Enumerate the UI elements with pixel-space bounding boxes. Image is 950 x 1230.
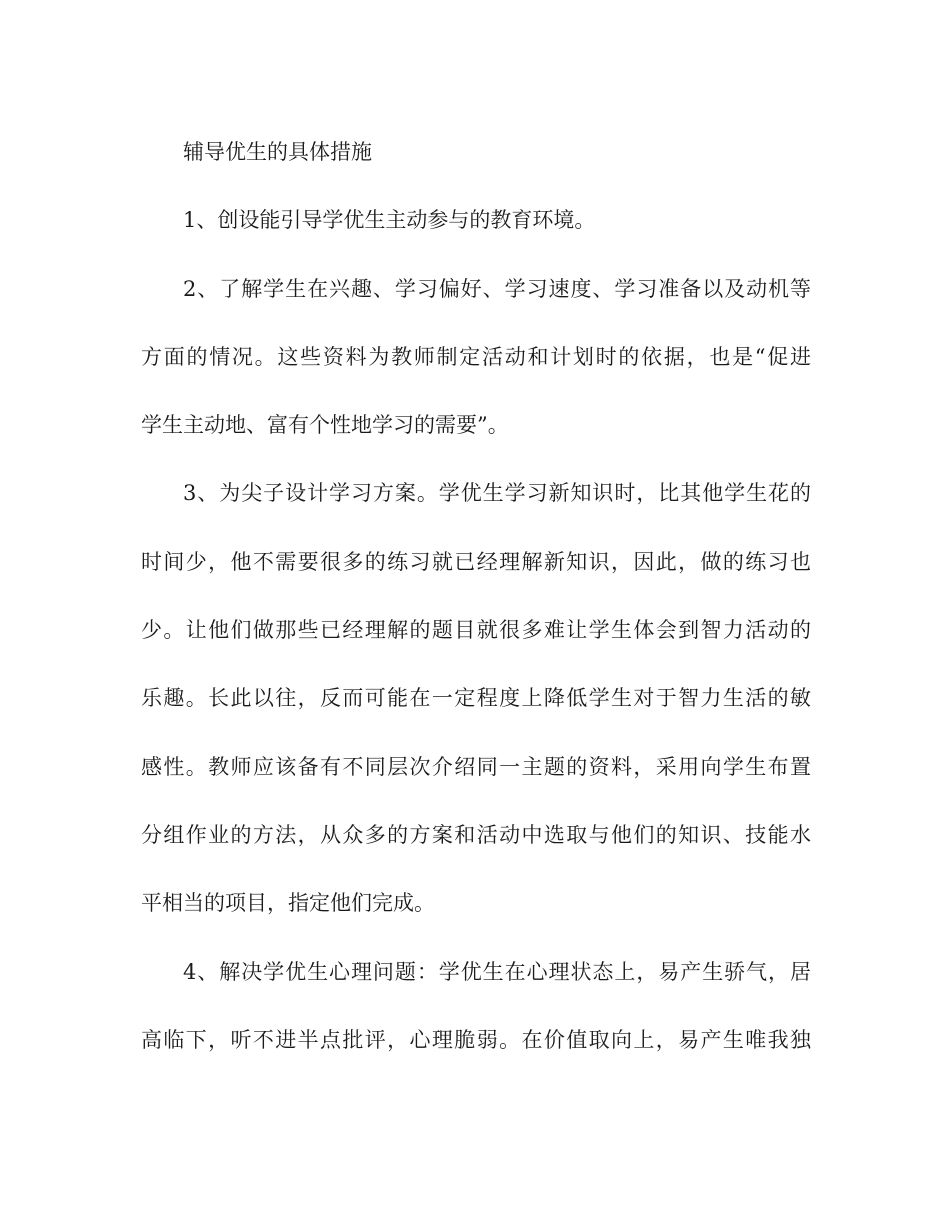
document-title: 辅导优生的具体措施: [183, 140, 372, 164]
paragraph-2-line-1: 2、了解学生在兴趣、学习偏好、学习速度、学习准备以及动机等: [183, 276, 811, 301]
document-body: [141, 140, 811, 1096]
paragraph-3-line-5: 感性。教师应该备有不同层次介绍同一主题的资料，采用向学生布置: [141, 754, 811, 779]
paragraph-3-line-2: 时间少，他不需要很多的练习就已经理解新知识，因此，做的练习也: [141, 549, 811, 574]
paragraph-2-line-3: 学生主动地、富有个性地学习的需要”。: [141, 413, 509, 438]
paragraph-4-line-2: 高临下，听不进半点批评，心理脆弱。在价值取向上，易产生唯我独: [141, 1027, 811, 1052]
paragraph-3-line-3: 少。让他们做那些已经理解的题目就很多难让学生体会到智力活动的: [141, 618, 811, 643]
paragraph-1-line-1: 1、创设能引导学优生主动参与的教育环境。: [183, 208, 596, 233]
paragraph-3-line-4: 乐趣。长此以往，反而可能在一定程度上降低学生对于智力生活的敏: [141, 686, 811, 711]
paragraph-4-line-1: 4、解决学优生心理问题：学优生在心理状态上，易产生骄气，居: [183, 959, 811, 984]
paragraph-3-line-6: 分组作业的方法，从众多的方案和活动中选取与他们的知识、技能水: [141, 822, 811, 847]
paragraph-3-line-7: 平相当的项目，指定他们完成。: [141, 891, 435, 916]
paragraph-2-line-2: 方面的情况。这些资料为教师制定活动和计划时的依据，也是“促进: [141, 344, 811, 369]
paragraph-3-line-1: 3、为尖子设计学习方案。学优生学习新知识时，比其他学生花的: [183, 481, 811, 506]
